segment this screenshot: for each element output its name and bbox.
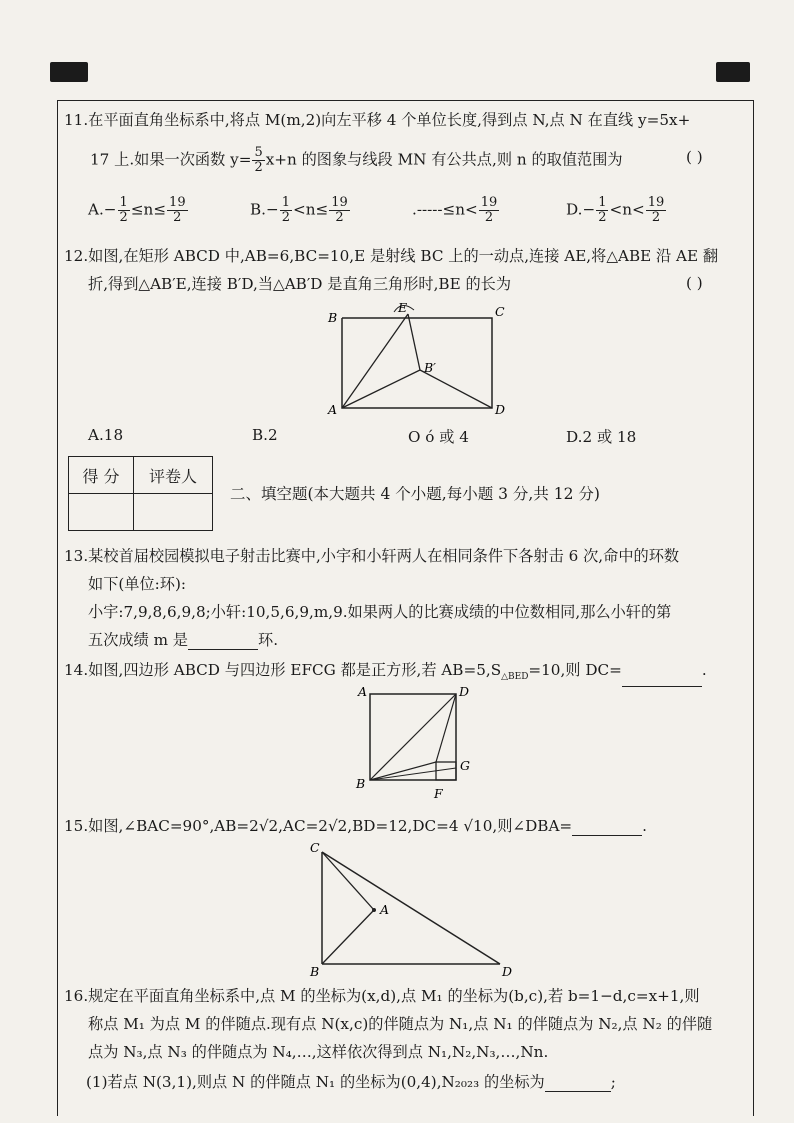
q13-answer-blank[interactable]	[188, 631, 258, 650]
q15-point-a	[372, 908, 376, 912]
q14-segment-bg	[370, 768, 456, 780]
q12-label-b: B	[328, 310, 338, 325]
q12-segment-ae	[342, 314, 408, 408]
q15-figure	[304, 838, 524, 978]
q11-line1: 11.在平面直角坐标系中,将点 M(m,2)向左平移 4 个单位长度,得到点 N,点 N 在直线 y=5x+	[64, 111, 691, 129]
corner-mark-right	[716, 62, 750, 82]
grader-header: 评卷人	[134, 457, 213, 494]
corner-mark-left	[50, 62, 88, 82]
q14-label-a: A	[358, 684, 368, 699]
q14-line: 14.如图,四边形 ABCD 与四边形 EFCG 都是正方形,若 $AB=5,S_{\triangle BED}=10$,则 DC= .	[64, 660, 707, 687]
q12-answer-paren: ( )	[686, 274, 703, 292]
q13-line2: 如下(单位:环):	[88, 575, 187, 593]
q15-label-a: A	[380, 902, 390, 917]
q15-line: 15.如图,∠BAC=90°,AB=2√2,AC=2√2,BD=12,DC=4 √10,则∠DBA= .	[64, 817, 647, 835]
q12-figure	[322, 300, 512, 425]
q14-label-f: F	[434, 786, 443, 801]
q12-line2: 折,得到△AB′E,连接 B′D,当△AB′D 是直角三角形时,BE 的长为	[88, 275, 512, 293]
q13-line1: 13.某校首届校园模拟电子射击比赛中,小宇和小轩两人在相同条件下各射击 6 次,命中的环数	[64, 547, 680, 565]
grader-cell[interactable]	[134, 494, 213, 531]
q12-label-b-prime: B′	[424, 360, 437, 375]
q11-line2	[90, 146, 623, 175]
q14-label-g: G	[460, 758, 470, 773]
q16-line3: 点为 N₃,点 N₃ 的伴随点为 N₄,…,这样依次得到点 N₁,N₂,N₃,…,Nn.	[88, 1043, 549, 1061]
q14-answer-blank[interactable]	[622, 668, 702, 687]
q13-line3: 小宇:7,9,8,6,9,8;小轩:10,5,6,9,m,9.如果两人的比赛成绩的中位数相同,那么小轩的第	[88, 603, 672, 621]
q14-label-d: D	[459, 684, 470, 699]
q16-line1: 16.规定在平面直角坐标系中,点 M 的坐标为(x,d),点 M₁ 的坐标为(b,c),若 b=1−d,c=x+1,则	[64, 987, 700, 1005]
q12-label-d: D	[495, 402, 506, 417]
q15-label-d: D	[502, 964, 513, 978]
q15-segment-cd	[322, 852, 500, 964]
q12-rectangle	[342, 318, 492, 408]
q11-choice-a[interactable]: A.− $\frac{1}{2}$ ≤n≤ $\frac{19}{2}$	[88, 195, 186, 225]
q15-segment-ab	[322, 910, 374, 964]
score-cell[interactable]	[69, 494, 134, 531]
q15-answer-blank[interactable]	[572, 817, 642, 836]
q11-choice-c[interactable]: .-----≤n< $\frac{19}{2}$	[412, 195, 498, 225]
score-table	[68, 456, 213, 531]
q11-choice-b[interactable]: B.− $\frac{1}{2}$ <n≤ $\frac{19}{2}$	[250, 195, 348, 225]
q12-label-a: A	[328, 402, 338, 417]
q11-line2-a: 17 上.如果一次函数 y=	[90, 150, 252, 169]
q15-label-c: C	[310, 840, 320, 855]
q14-figure	[350, 684, 490, 804]
q12-choice-c[interactable]: O ó 或 4	[408, 428, 469, 446]
q16-line2: 称点 M₁ 为点 M 的伴随点.现有点 N(x,c)的伴随点为 N₁,点 N₁ 的伴随点为 N₂,点 N₂ 的伴随	[88, 1015, 713, 1033]
q12-choice-d[interactable]: D.2 或 18	[566, 428, 637, 446]
q12-segment-eb-prime	[408, 314, 420, 370]
q12-choice-b[interactable]: B.2	[252, 426, 278, 444]
q12-segment-b-prime-d	[420, 370, 492, 408]
q16-answer-blank[interactable]	[545, 1073, 611, 1092]
score-header: 得 分	[69, 457, 134, 494]
q14-segment-be	[370, 762, 436, 780]
q11-answer-paren: ( )	[686, 148, 703, 166]
q11-fraction: $\frac{5}{2}$	[254, 145, 263, 175]
q13-line4: 五次成绩 m 是 环.	[88, 631, 279, 649]
q15-label-b: B	[310, 964, 320, 978]
q12-label-c: C	[495, 304, 505, 319]
q12-line1: 12.如图,在矩形 ABCD 中,AB=6,BC=10,E 是射线 BC 上的一动点,连接 AE,将△ABE 沿 AE 翻	[64, 247, 719, 265]
q12-segment-ab-prime	[342, 370, 420, 408]
q14-square-efcg	[436, 762, 456, 780]
q12-label-e: E	[398, 300, 408, 315]
q14-label-b: B	[356, 776, 366, 791]
q12-choice-a[interactable]: A.18	[88, 426, 124, 444]
q11-line2-b: x+n 的图象与线段 MN 有公共点,则 n 的取值范围为	[265, 150, 623, 169]
q15-segment-ca	[322, 852, 374, 910]
q11-choice-d[interactable]: D.− $\frac{1}{2}$ <n< $\frac{19}{2}$	[566, 195, 665, 225]
section-2-title: 二、填空题(本大题共 4 个小题,每小题 3 分,共 12 分)	[230, 485, 600, 503]
q16-line4: (1)若点 N(3,1),则点 N 的伴随点 N₁ 的坐标为(0,4),N₂₀₂₃ 的坐标为 ;	[86, 1073, 616, 1091]
